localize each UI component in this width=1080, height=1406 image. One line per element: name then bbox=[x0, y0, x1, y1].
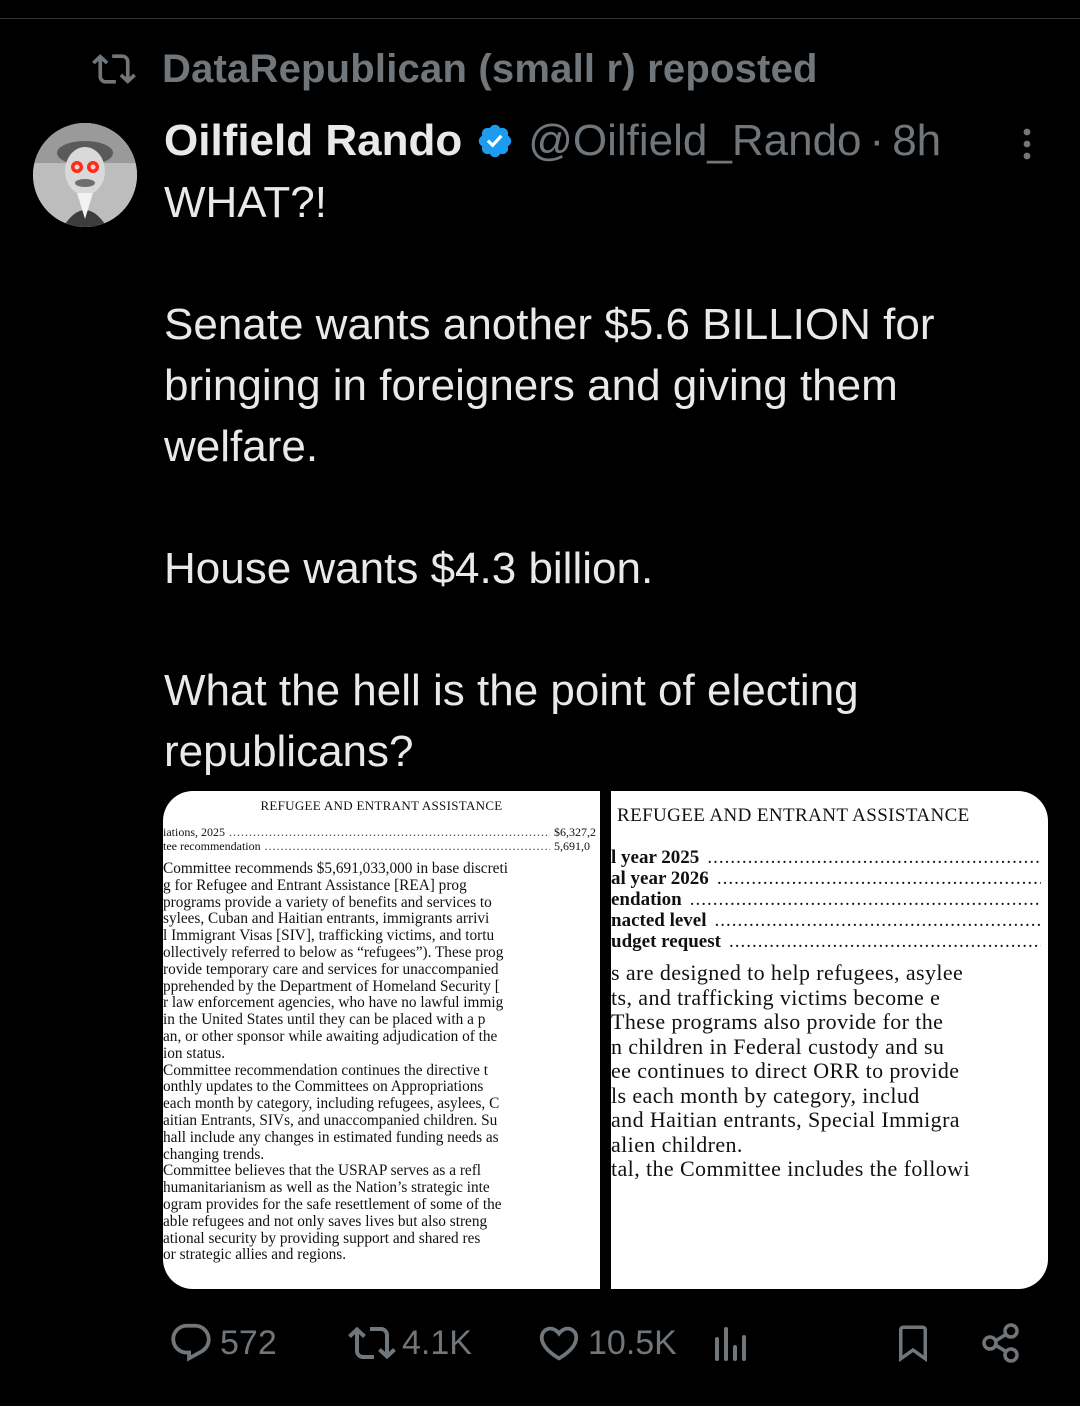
tweet-paragraph: WHAT?! bbox=[164, 178, 327, 227]
document-line: able refugees and not only saves lives but also streng bbox=[163, 1213, 488, 1230]
repost-label: DataRepublican (small r) reposted bbox=[162, 46, 818, 91]
document-line: aitian Entrants, SIVs, and unaccompanied children. Su bbox=[163, 1112, 498, 1129]
document-line: ls each month by category, includ bbox=[611, 1083, 920, 1108]
document-line: onthly updates to the Committees on Appropriations bbox=[163, 1079, 484, 1096]
document-line: Committee believes that the USRAP serves as a refl bbox=[163, 1163, 482, 1180]
document-row bbox=[163, 839, 600, 853]
repost-context[interactable] bbox=[92, 44, 818, 94]
document-row bbox=[611, 868, 1041, 889]
document-line: s are designed to help refugees, asylee bbox=[611, 961, 964, 985]
repost-icon bbox=[348, 1319, 396, 1367]
document-line: ollectively referred to below as “refugees”). These prog bbox=[163, 944, 504, 961]
document-row bbox=[611, 889, 1041, 910]
document-line: ion status. bbox=[163, 1045, 226, 1062]
more-options-icon[interactable] bbox=[1016, 124, 1038, 164]
document-line: ational security by providing support and shared res bbox=[163, 1230, 481, 1247]
document-line: alien children. bbox=[611, 1132, 743, 1157]
row-label: iations, 2025 bbox=[163, 825, 225, 839]
repost-button[interactable] bbox=[348, 1316, 472, 1370]
document-line: and Haitian entrants, Special Immigra bbox=[611, 1108, 960, 1132]
reply-button[interactable] bbox=[168, 1316, 277, 1370]
document-line: in the United States until they can be placed with a p bbox=[163, 1012, 486, 1029]
tweet-paragraph: What the hell is the point of electing republicans? bbox=[164, 666, 859, 776]
document-line: Committee recommendation continues the directive t bbox=[163, 1062, 488, 1079]
tweet-paragraph: House wants $4.3 billion. bbox=[164, 544, 654, 593]
document-line: an, or other sponsor while awaiting adjudication of the bbox=[163, 1028, 498, 1045]
author-handle[interactable]: @Oilfield_Rando bbox=[528, 116, 862, 165]
document-line: ts, and trafficking victims become e bbox=[611, 985, 941, 1010]
repost-count: 4.1K bbox=[402, 1323, 472, 1362]
heart-icon bbox=[536, 1320, 582, 1366]
document-line: humanitarianism as well as the Nation’s strategic inte bbox=[163, 1180, 490, 1197]
document-line: programs provide a variety of benefits and services to bbox=[163, 894, 492, 911]
document-line: ee continues to direct ORR to provide bbox=[611, 1059, 960, 1083]
tweet-media[interactable] bbox=[163, 791, 1048, 1289]
like-count: 10.5K bbox=[588, 1323, 677, 1362]
timestamp[interactable]: 8h bbox=[892, 116, 942, 165]
document-line: l Immigrant Visas [SIV], trafficking victims, and tortu bbox=[163, 928, 495, 945]
document-row bbox=[611, 847, 1041, 868]
tweet-paragraph: Senate wants another $5.6 BILLION for bringing in foreigners and giving them welfare. bbox=[164, 300, 935, 471]
verified-badge-icon[interactable] bbox=[476, 122, 514, 160]
repost-icon bbox=[92, 47, 136, 91]
row-label: nacted level bbox=[611, 910, 707, 931]
avatar-image bbox=[33, 123, 137, 227]
row-value: $6,327,2 bbox=[554, 825, 596, 839]
document-row bbox=[611, 931, 1041, 952]
author-name[interactable]: Oilfield Rando bbox=[164, 116, 463, 165]
top-divider bbox=[0, 18, 1080, 19]
document-line: r law enforcement agencies, who have no lawful immig bbox=[163, 995, 504, 1012]
document-line: or strategic allies and regions. bbox=[163, 1247, 347, 1264]
like-button[interactable] bbox=[536, 1316, 677, 1370]
document-line: hall include any changes in estimated funding needs as bbox=[163, 1129, 499, 1146]
document-line: ogram provides for the safe resettlement of some of the bbox=[163, 1196, 502, 1213]
document-line: g for Refugee and Entrant Assistance [REA] prog bbox=[163, 877, 467, 894]
row-label: al year 2026 bbox=[611, 868, 709, 889]
document-body bbox=[163, 861, 600, 1264]
separator-dot: · bbox=[869, 116, 885, 165]
views-button[interactable] bbox=[712, 1316, 750, 1370]
document-line: sylees, Cuban and Haitian entrants, immigrants arrivi bbox=[163, 911, 490, 928]
document-line: each month by category, including refugees, asylees, C bbox=[163, 1096, 500, 1113]
reply-icon bbox=[168, 1320, 214, 1366]
reply-count: 572 bbox=[220, 1323, 277, 1362]
document-body bbox=[611, 961, 1048, 1182]
document-heading: REFUGEE AND ENTRANT ASSISTANCE bbox=[260, 798, 503, 813]
document-line: tal, the Committee includes the followi bbox=[611, 1157, 970, 1181]
share-icon bbox=[978, 1320, 1024, 1366]
document-row bbox=[163, 825, 600, 839]
document-row bbox=[611, 910, 1041, 931]
document-line: n children in Federal custody and su bbox=[611, 1034, 945, 1059]
tweet-text bbox=[164, 172, 1044, 782]
row-label: udget request bbox=[611, 931, 721, 952]
document-image-left[interactable] bbox=[163, 791, 600, 1289]
document-heading: REFUGEE AND ENTRANT ASSISTANCE bbox=[617, 805, 970, 826]
share-button[interactable] bbox=[978, 1316, 1024, 1370]
views-icon bbox=[712, 1323, 750, 1363]
document-image-right[interactable] bbox=[611, 791, 1048, 1289]
tweet-actions bbox=[0, 1316, 1080, 1370]
avatar[interactable] bbox=[33, 123, 137, 227]
document-table bbox=[611, 847, 1041, 952]
row-label: endation bbox=[611, 889, 682, 910]
row-label: tee recommendation bbox=[163, 839, 261, 853]
document-line: rovide temporary care and services for unaccompanied bbox=[163, 961, 499, 978]
document-line: pprehended by the Department of Homeland Security [ bbox=[163, 978, 500, 995]
bookmark-button[interactable] bbox=[892, 1316, 934, 1370]
bookmark-icon bbox=[892, 1320, 934, 1366]
row-label: l year 2025 bbox=[611, 847, 700, 868]
document-line: Committee recommends $5,691,033,000 in base discreti bbox=[163, 861, 508, 877]
document-line: These programs also provide for the bbox=[611, 1010, 944, 1034]
tweet-header bbox=[164, 112, 941, 170]
document-line: changing trends. bbox=[163, 1146, 265, 1163]
row-value: 5,691,0 bbox=[554, 839, 590, 853]
document-table bbox=[163, 825, 600, 853]
